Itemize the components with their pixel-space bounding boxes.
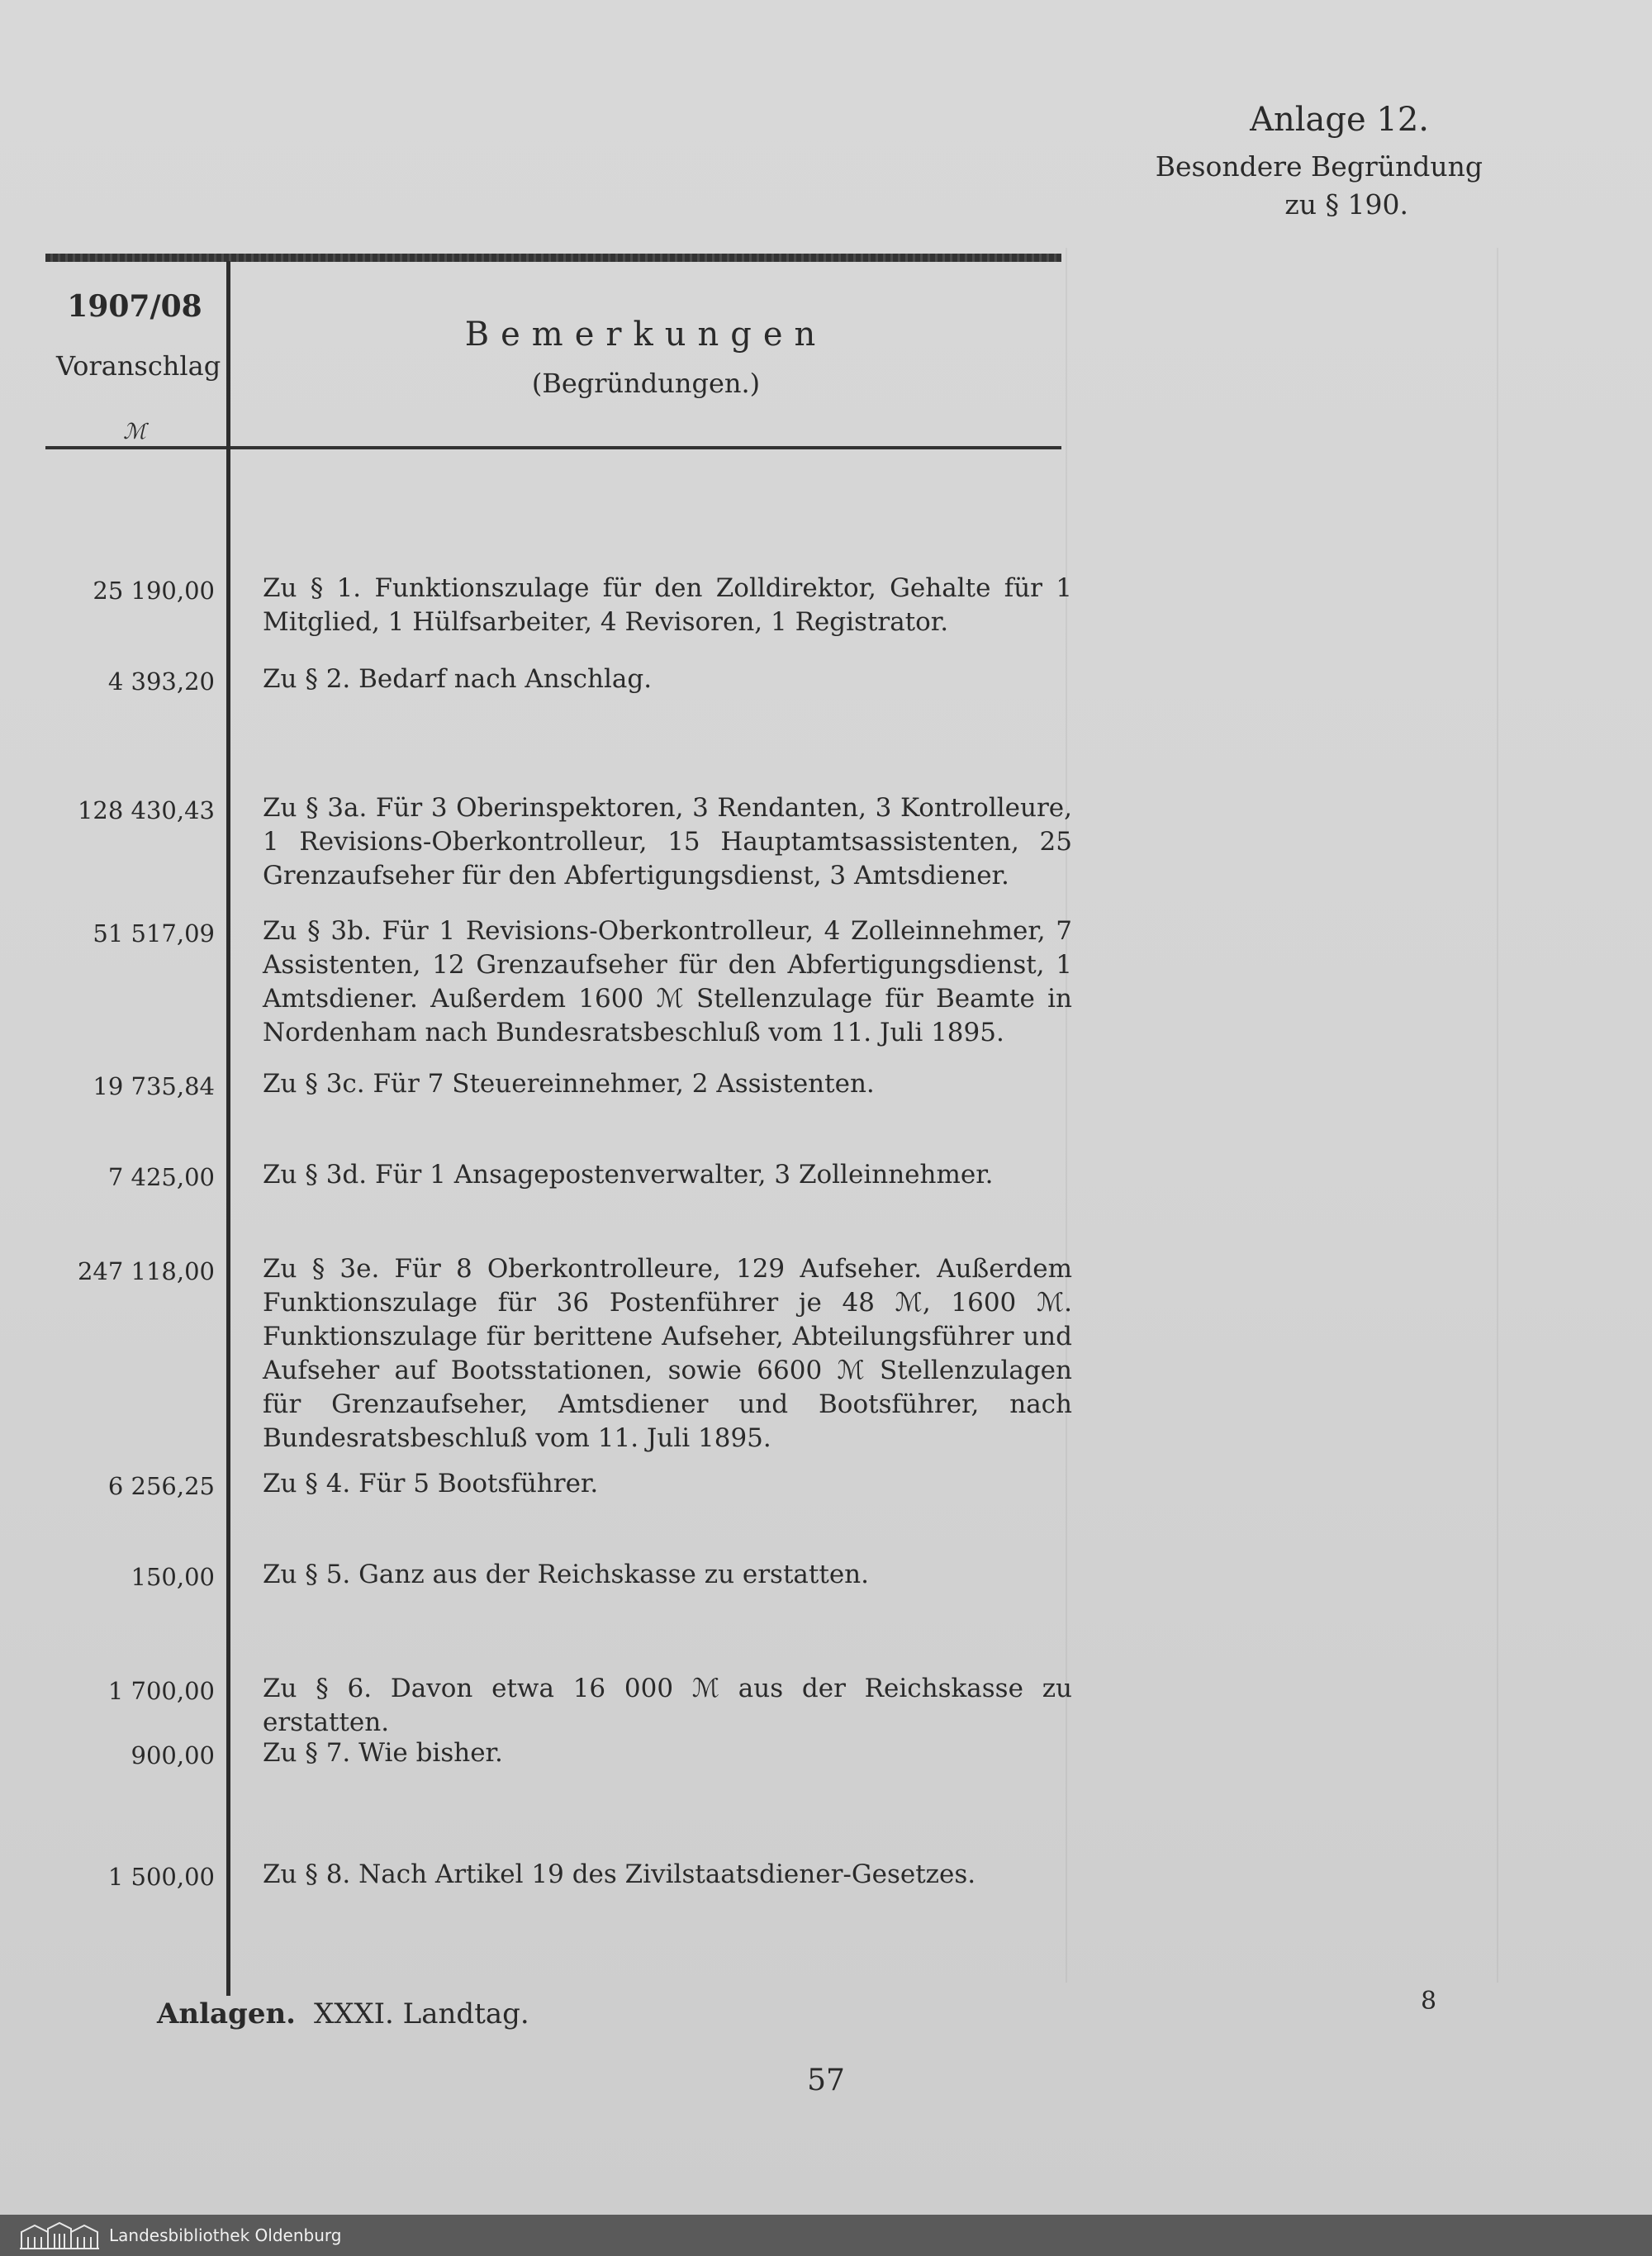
begruendung-heading: Besondere Begründung <box>1155 150 1483 183</box>
column-divider <box>226 261 230 1996</box>
library-building-icon <box>18 2220 101 2250</box>
row-amount: 51 517,09 <box>93 919 215 948</box>
footer-anlagen: Anlagen. <box>157 1997 297 2030</box>
column-header-begruendungen: (Begründungen.) <box>531 368 761 399</box>
library-name: Landesbibliothek Oldenburg <box>109 2225 342 2245</box>
row-remark: Zu § 3b. Für 1 Revisions-Oberkontrolleur, 4 Zolleinnehmer, 7 Assistenten, 12 Grenzaufseher für den Abfertigungsdienst, 1 Amtsdiener. Außerdem 1600 ℳ Stellenzulage für Beamte in Nordenham nach Bundesratsbeschluß vom 11. Juli 1895. <box>263 916 1072 1047</box>
row-amount: 25 190,00 <box>93 577 215 605</box>
row-amount: 150,00 <box>131 1563 215 1591</box>
table-header-rule <box>45 446 1061 449</box>
row-amount: 247 118,00 <box>77 1257 215 1285</box>
row-remark: Zu § 7. Wie bisher. <box>263 1738 503 1768</box>
row-remark: Zu § 5. Ganz aus der Reichskasse zu erstatten. <box>263 1560 869 1589</box>
row-remark: Zu § 1. Funktionszulage für den Zolldirektor, Gehalte für 1 Mitglied, 1 Hülfsarbeiter, 4 Revisoren, 1 Registrator. <box>263 573 1072 637</box>
table-top-rule <box>45 254 1061 262</box>
row-amount: 7 425,00 <box>107 1163 215 1191</box>
column-header-currency: ℳ <box>123 420 146 444</box>
row-remark: Zu § 3a. Für 3 Oberinspektoren, 3 Rendanten, 3 Kontrolleure, 1 Revisions-Oberkontrolleur, 15 Hauptamtsassistenten, 25 Grenzaufseher für den Abfertigungsdienst, 3 Amtsdiener. <box>263 793 1072 891</box>
row-amount: 4 393,20 <box>107 667 215 696</box>
footer-landtag: XXXI. Landtag. <box>314 1997 529 2030</box>
row-remark: Zu § 2. Bedarf nach Anschlag. <box>263 664 653 694</box>
paragraph-reference: zu § 190. <box>1284 188 1408 221</box>
row-remark: Zu § 6. Davon etwa 16 000 ℳ aus der Reichskasse zu erstatten. <box>263 1674 1072 1737</box>
column-header-voranschlag: Voranschlag <box>56 350 221 382</box>
row-remark: Zu § 3c. Für 7 Steuereinnehmer, 2 Assistenten. <box>263 1069 875 1099</box>
footer-signature <box>157 1997 529 2030</box>
library-bar <box>0 2215 1652 2256</box>
page-number: 57 <box>807 2064 845 2097</box>
row-remark: Zu § 4. Für 5 Bootsführer. <box>263 1469 599 1498</box>
row-remark: Zu § 3d. Für 1 Ansagepostenverwalter, 3 Zolleinnehmer. <box>263 1160 994 1190</box>
row-remark: Zu § 3e. Für 8 Oberkontrolleure, 129 Aufseher. Außerdem Funktionszulage für 36 Postenführer je 48 ℳ, 1600 ℳ. Funktionszulage für berittene Aufseher, Abteilungsführer und Aufseher auf Bootsstationen, sowie 6600 ℳ Stellenzulagen für Grenzaufseher, Amtsdiener und Bootsführer, nach Bundesratsbeschluß vom 11. Juli 1895. <box>263 1254 1072 1453</box>
row-remark: Zu § 8. Nach Artikel 19 des Zivilstaatsdiener-Gesetzes. <box>263 1859 976 1889</box>
sheet-number: 8 <box>1421 1987 1437 2016</box>
row-amount: 128 430,43 <box>77 796 215 824</box>
bleed-through-columns <box>1066 248 1498 1983</box>
row-amount: 6 256,25 <box>107 1472 215 1500</box>
row-amount: 1 700,00 <box>107 1677 215 1705</box>
row-amount: 19 735,84 <box>93 1072 215 1100</box>
row-amount: 1 500,00 <box>107 1863 215 1891</box>
row-amount: 900,00 <box>131 1741 215 1769</box>
anlage-heading: Anlage 12. <box>1250 101 1429 139</box>
column-header-bemerkungen: Bemerkungen <box>464 316 828 354</box>
column-header-year: 1907/08 <box>67 289 202 324</box>
